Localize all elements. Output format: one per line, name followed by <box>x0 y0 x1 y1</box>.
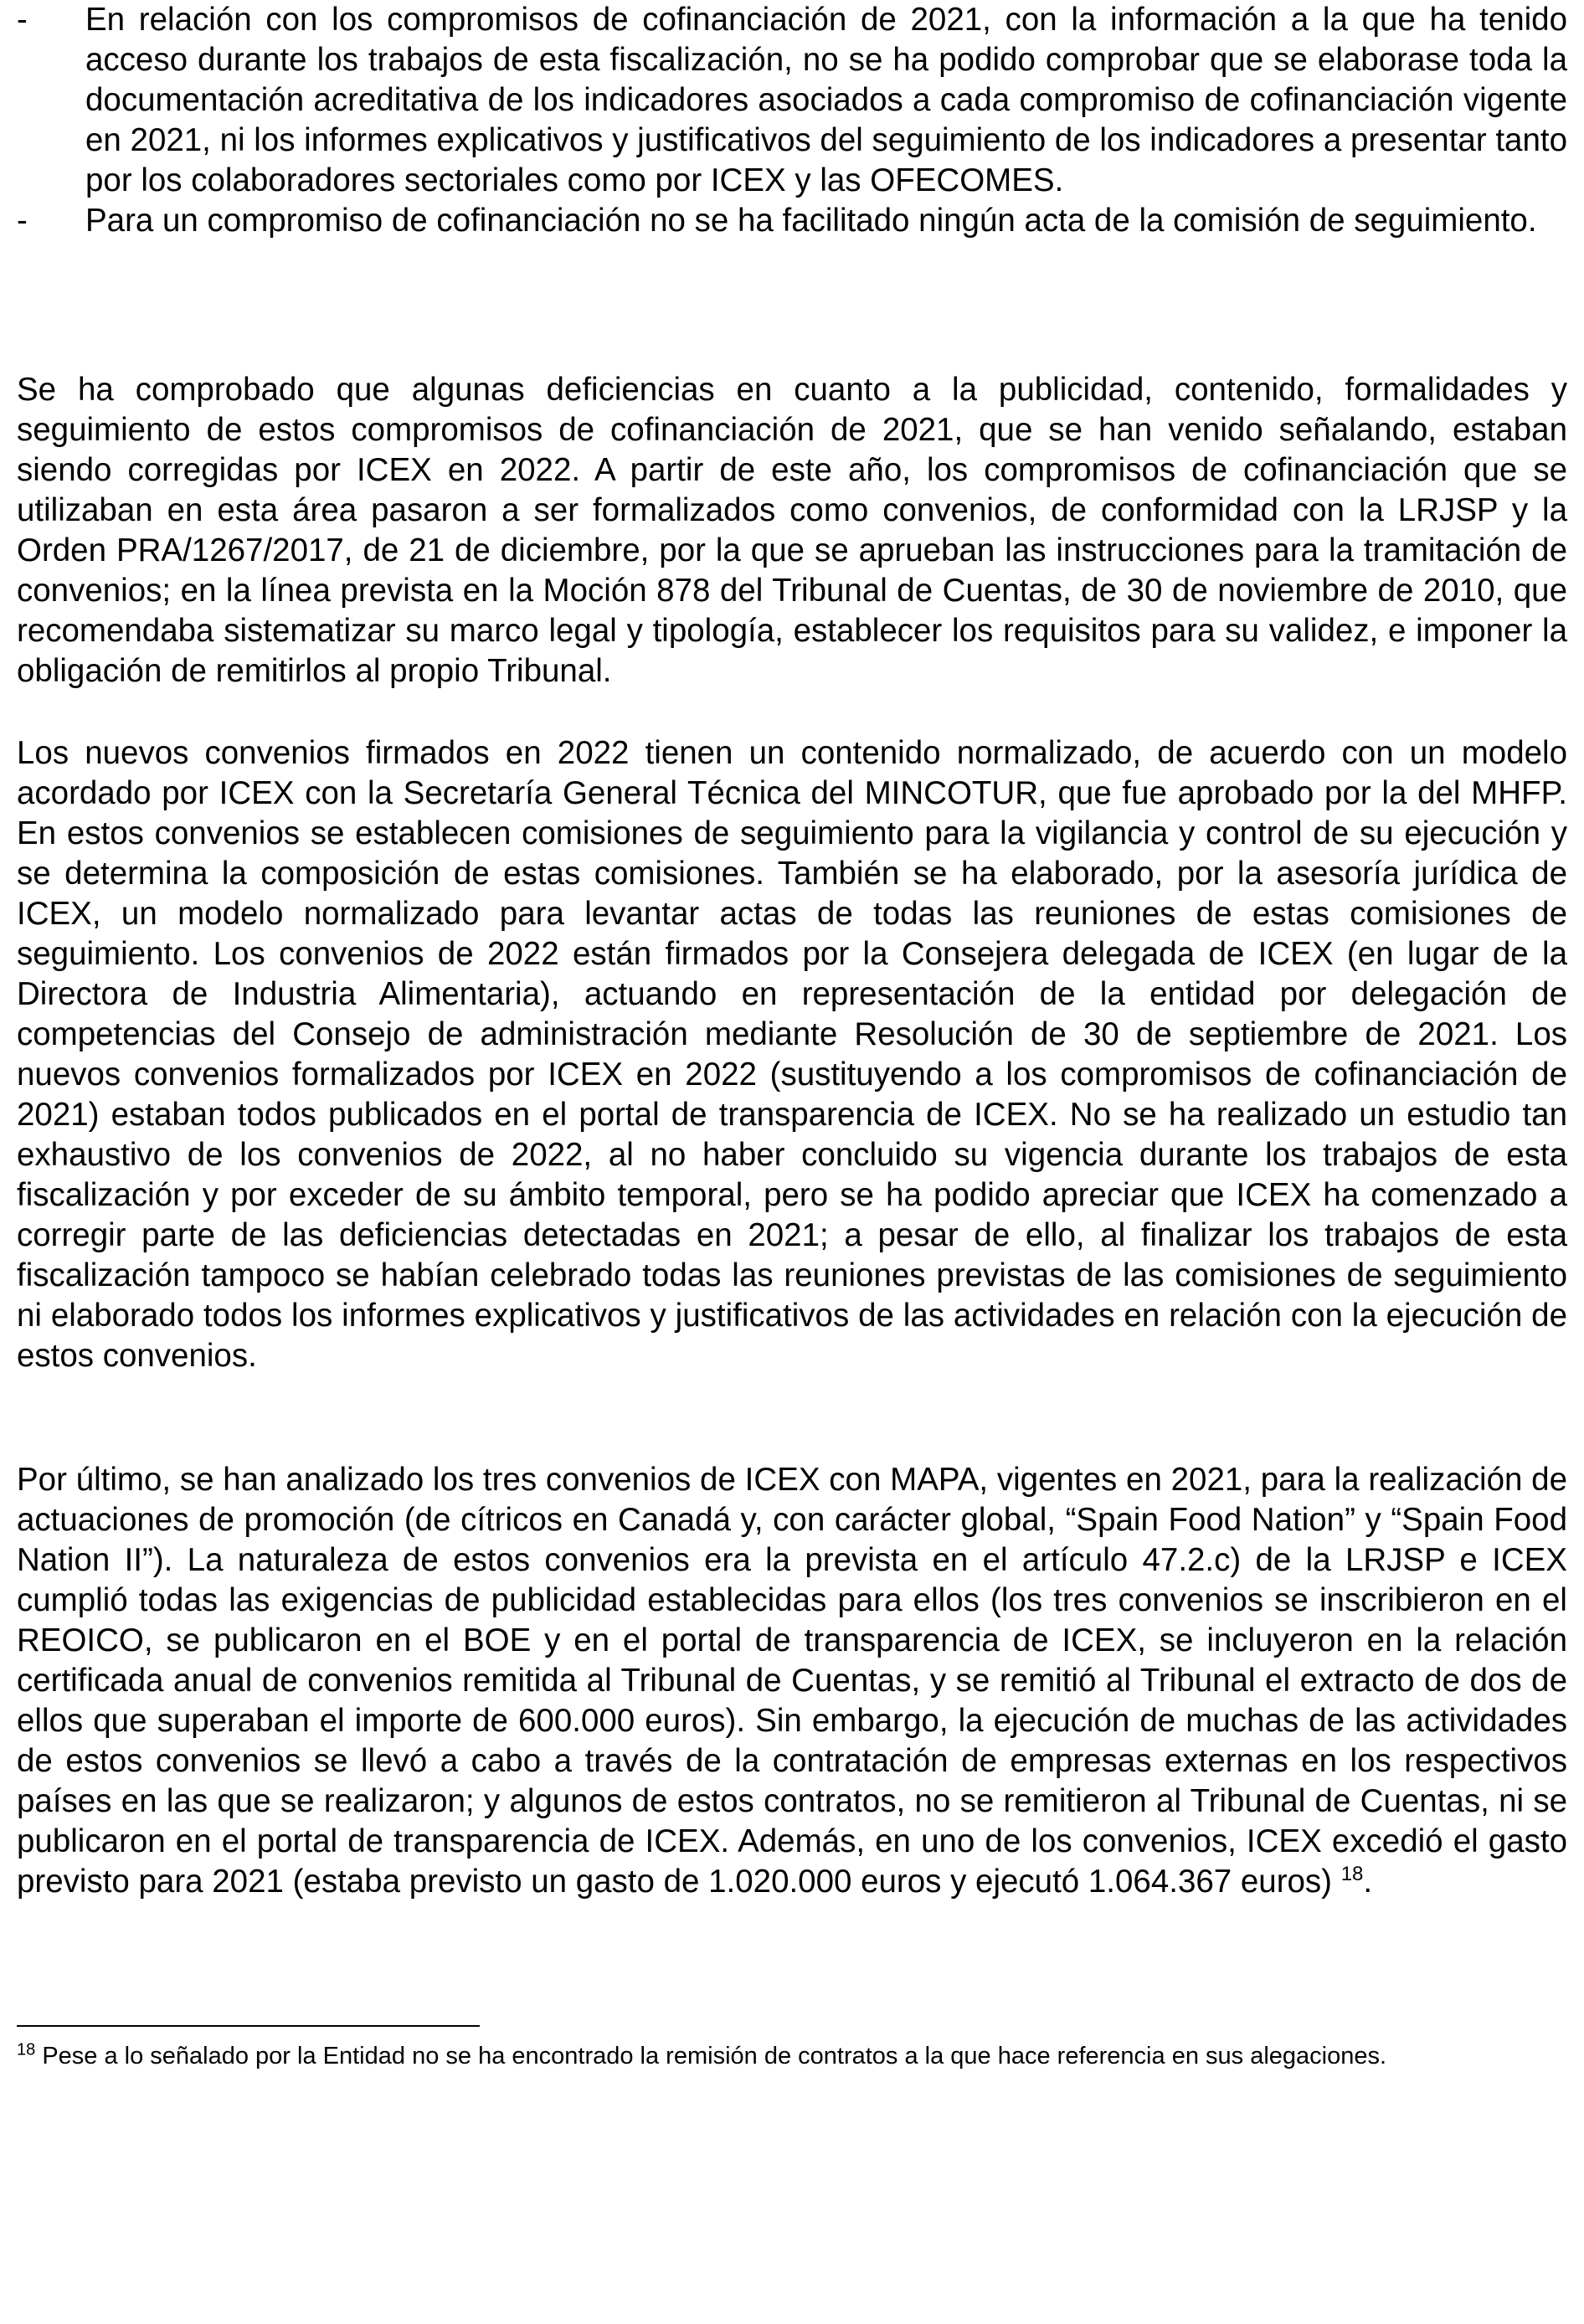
bullet-item <box>17 201 1567 241</box>
paragraph-correcciones-2022: Se ha comprobado que algunas deficiencias en cuanto a la publicidad, contenido, formalidades y seguimiento de estos compromisos de cofinanciación de 2021, que se han venido señalando, estaban siendo corregidas por ICEX en 2022. A partir de este año, los compromisos de cofinanciación que se utilizaban en esta área pasaron a ser formalizados como convenios, de conformidad con la LRJSP y la Orden PRA/1267/2017, de 21 de diciembre, por la que se aprueban las instrucciones para la tramitación de convenios; en la línea prevista en la Moción 878 del Tribunal de Cuentas, de 30 de noviembre de 2010, que recomendaba sistematizar su marco legal y tipología, establecer los requisitos para su validez, e imponer la obligación de remitirlos al propio Tribunal. <box>17 372 1567 689</box>
bullet-text: En relación con los compromisos de cofinanciación de 2021, con la información a la que ha tenido acceso durante los trabajos de esta fiscalización, no se ha podido comprobar que se elaborase toda la documentación acreditativa de los indicadores asociados a cada compromiso de cofinanciación vigente en 2021, ni los informes explicativos y justificativos del seguimiento de los indicadores a presentar tanto por los colaboradores sectoriales como por ICEX y las OFECOMES. <box>85 2 1567 198</box>
footnote-number: 18 <box>17 2040 36 2059</box>
paragraph-convenios-mapa-text: Por último, se han analizado los tres convenios de ICEX con MAPA, vigentes en 2021, para la realización de actuaciones de promoción (de cítricos en Canadá y, con carácter global, “Spain Food Nation” y “Spain Food Nation II”). La naturaleza de estos convenios era la prevista en el artículo 47.2.c) de la LRJSP e ICEX cumplió todas las exigencias de publicidad establecidas para ellos (los tres convenios se inscribieron en el REOICO, se publicaron en el BOE y en el portal de transparencia de ICEX, se incluyeron en la relación certificada anual de convenios remitida al Tribunal de Cuentas, y se remitió al Tribunal el extracto de dos de ellos que superaban el importe de 600.000 euros). Sin embargo, la ejecución de muchas de las actividades de estos convenios se llevó a cabo a través de la contratación de empresas externas en los respectivos países en las que se realizaron; y algunos de estos contratos, no se remitieron al Tribunal de Cuentas, ni se publicaron en el portal de transparencia de ICEX. Además, en uno de los convenios, ICEX excedió el gasto previsto para 2021 (estaba previsto un gasto de 1.020.000 euros y ejecutó 1.064.367 euros) <box>17 1462 1567 1900</box>
bullet-item <box>17 0 1567 201</box>
bullet-marker: - <box>17 203 28 239</box>
paragraph-convenios-mapa <box>17 1460 1567 1902</box>
paragraph-nuevos-convenios: Los nuevos convenios firmados en 2022 tienen un contenido normalizado, de acuerdo con un modelo acordado por ICEX con la Secretaría General Técnica del MINCOTUR, que fue aprobado por la del MHFP. En estos convenios se establecen comisiones de seguimiento para la vigilancia y control de su ejecución y se determina la composición de estas comisiones. También se ha elaborado, por la asesoría jurídica de ICEX, un modelo normalizado para levantar actas de todas las reuniones de estas comisiones de seguimiento. Los convenios de 2022 están firmados por la Consejera delegada de ICEX (en lugar de la Directora de Industria Alimentaria), actuando en representación de la entidad por delegación de competencias del Consejo de administración mediante Resolución de 30 de septiembre de 2021. Los nuevos convenios formalizados por ICEX en 2022 (sustituyendo a los compromisos de cofinanciación de 2021) estaban todos publicados en el portal de transparencia de ICEX. No se ha realizado un estudio tan exhaustivo de los convenios de 2022, al no haber concluido su vigencia durante los trabajos de esta fiscalización y por exceder de su ámbito temporal, pero se ha podido apreciar que ICEX ha comenzado a corregir parte de las deficiencias detectadas en 2021; a pesar de ello, al finalizar los trabajos de esta fiscalización tampoco se habían celebrado todas las reuniones previstas de las comisiones de seguimiento ni elaborado todos los informes explicativos y justificativos de las actividades en relación con la ejecución de estos convenios. <box>17 735 1567 1374</box>
footnote <box>17 2041 1567 2071</box>
footnote-reference[interactable]: 18 <box>1340 1863 1364 1886</box>
bullet-text: Para un compromiso de cofinanciación no se ha facilitado ningún acta de la comisión de seguimiento. <box>85 203 1537 239</box>
paragraph-end-punctuation: . <box>1363 1864 1373 1900</box>
bullet-list <box>17 0 1567 241</box>
footnote-separator <box>17 2025 480 2027</box>
footnote-text: Pese a lo señalado por la Entidad no se ha encontrado la remisión de contratos a la que hace referencia en sus alegaciones. <box>42 2043 1387 2069</box>
bullet-marker: - <box>17 2 28 38</box>
